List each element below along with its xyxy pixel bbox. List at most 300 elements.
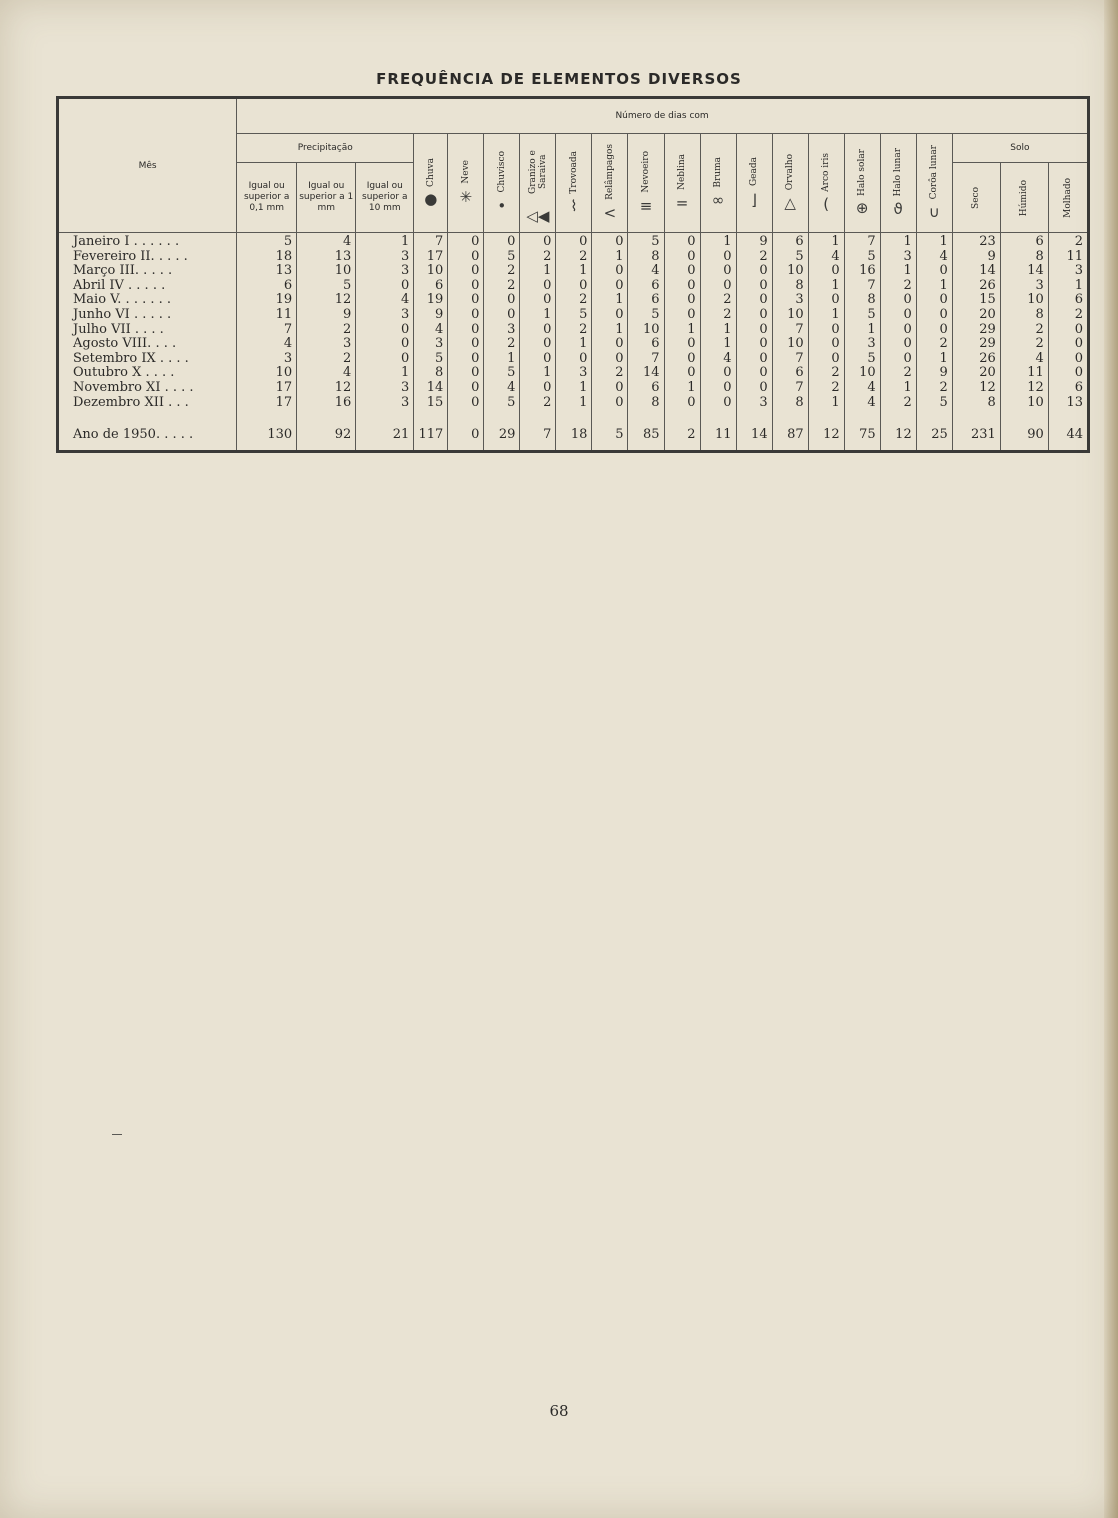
value-cell: 8	[844, 293, 880, 308]
value-cell: 0	[592, 264, 628, 279]
value-cell: 0	[356, 337, 414, 352]
value-cell: 14	[628, 366, 664, 381]
value-cell: 0	[664, 352, 700, 367]
value-cell: 4	[808, 250, 844, 265]
value-cell: 13	[237, 264, 297, 279]
value-cell: 3	[237, 352, 297, 367]
value-cell: 0	[736, 323, 772, 338]
value-cell: 1	[844, 323, 880, 338]
value-cell: 2	[556, 323, 592, 338]
value-cell: 3	[356, 381, 414, 396]
value-cell: 1	[520, 264, 556, 279]
value-cell: 3	[414, 337, 448, 352]
hail-icon: ◁◀	[526, 207, 550, 225]
precip-col-header: Igual ou superior a 0,1 mm	[237, 163, 297, 233]
value-cell: 10	[844, 366, 880, 381]
value-cell: 2	[700, 293, 736, 308]
value-cell: 7	[237, 323, 297, 338]
value-cell: 4	[414, 323, 448, 338]
phenomenon-header: Granizo e Saraiva ◁◀	[520, 134, 556, 233]
value-cell: 0	[448, 233, 484, 250]
value-cell: 12	[808, 420, 844, 452]
value-cell: 0	[808, 293, 844, 308]
value-cell: 2	[880, 279, 916, 294]
value-cell: 2	[1048, 308, 1088, 323]
value-cell: 10	[297, 264, 356, 279]
value-cell: 0	[664, 366, 700, 381]
value-cell: 2	[556, 250, 592, 265]
value-cell: 0	[736, 264, 772, 279]
value-cell: 0	[916, 323, 952, 338]
value-cell: 10	[1000, 396, 1048, 411]
month-cell: Janeiro I . . . . . .	[58, 233, 237, 250]
table-row	[58, 381, 1089, 396]
value-cell: 26	[952, 352, 1000, 367]
value-cell: 0	[700, 279, 736, 294]
value-cell: 26	[952, 279, 1000, 294]
value-cell: 1	[808, 396, 844, 411]
table-row	[58, 293, 1089, 308]
mist-icon: =	[675, 193, 689, 212]
table-row	[58, 250, 1089, 265]
value-cell: 0	[448, 366, 484, 381]
phenomenon-header: Neblina =	[664, 134, 700, 233]
value-cell: 2	[297, 352, 356, 367]
value-cell: 0	[664, 337, 700, 352]
value-cell: 8	[772, 396, 808, 411]
value-cell: 0	[736, 308, 772, 323]
month-cell: Março III. . . . .	[58, 264, 237, 279]
value-cell: 4	[297, 366, 356, 381]
value-cell: 5	[484, 250, 520, 265]
precipitation-header: Precipitação	[237, 134, 414, 163]
month-cell: Julho VII . . . .	[58, 323, 237, 338]
value-cell: 0	[700, 366, 736, 381]
value-cell: 0	[664, 293, 700, 308]
value-cell: 0	[592, 396, 628, 411]
value-cell: 16	[297, 396, 356, 411]
value-cell: 1	[520, 308, 556, 323]
value-cell: 0	[520, 337, 556, 352]
value-cell: 0	[520, 233, 556, 250]
table-row	[58, 337, 1089, 352]
value-cell: 0	[736, 279, 772, 294]
value-cell: 3	[356, 308, 414, 323]
margin-mark	[112, 1134, 122, 1135]
table-row	[58, 308, 1089, 323]
value-cell: 1	[556, 264, 592, 279]
value-cell: 17	[414, 250, 448, 265]
value-cell: 10	[772, 264, 808, 279]
value-cell: 18	[556, 420, 592, 452]
value-cell: 19	[414, 293, 448, 308]
table-row	[58, 352, 1089, 367]
value-cell: 0	[664, 250, 700, 265]
value-cell: 12	[880, 420, 916, 452]
value-cell: 10	[414, 264, 448, 279]
value-cell: 12	[952, 381, 1000, 396]
value-cell: 2	[1000, 337, 1048, 352]
value-cell: 0	[592, 308, 628, 323]
value-cell: 6	[1000, 233, 1048, 250]
value-cell: 4	[297, 233, 356, 250]
value-cell: 0	[592, 381, 628, 396]
phenomenon-header: Neve ✳	[448, 134, 484, 233]
value-cell: 3	[297, 337, 356, 352]
value-cell: 9	[736, 233, 772, 250]
month-cell: Agosto VIII. . . .	[58, 337, 237, 352]
value-cell: 17	[237, 381, 297, 396]
value-cell: 0	[700, 381, 736, 396]
value-cell: 0	[916, 293, 952, 308]
value-cell: 2	[880, 396, 916, 411]
value-cell: 2	[556, 293, 592, 308]
value-cell: 6	[628, 279, 664, 294]
value-cell: 0	[520, 293, 556, 308]
value-cell: 0	[664, 279, 700, 294]
month-cell: Fevereiro II. . . . .	[58, 250, 237, 265]
value-cell: 2	[520, 250, 556, 265]
value-cell: 12	[297, 381, 356, 396]
value-cell: 0	[808, 352, 844, 367]
value-cell: 1	[700, 337, 736, 352]
value-cell: 0	[556, 233, 592, 250]
value-cell: 0	[484, 233, 520, 250]
page-title: FREQUÊNCIA DE ELEMENTOS DIVERSOS	[376, 70, 742, 88]
value-cell: 11	[700, 420, 736, 452]
value-cell: 0	[520, 323, 556, 338]
month-cell: Abril IV . . . . .	[58, 279, 237, 294]
phenomenon-header: Halo lunar ϑ	[880, 134, 916, 233]
value-cell: 11	[237, 308, 297, 323]
value-cell: 11	[1048, 250, 1088, 265]
value-cell: 2	[592, 366, 628, 381]
month-cell: Setembro IX . . . .	[58, 352, 237, 367]
value-cell: 29	[952, 337, 1000, 352]
drizzle-icon: •	[497, 196, 507, 215]
value-cell: 0	[520, 352, 556, 367]
value-cell: 2	[484, 264, 520, 279]
value-cell: 5	[628, 308, 664, 323]
value-cell: 0	[592, 352, 628, 367]
value-cell: 18	[237, 250, 297, 265]
value-cell: 2	[520, 396, 556, 411]
value-cell: 15	[414, 396, 448, 411]
value-cell: 0	[448, 396, 484, 411]
value-cell: 1	[916, 233, 952, 250]
value-cell: 3	[844, 337, 880, 352]
value-cell: 0	[448, 293, 484, 308]
table-row	[58, 233, 1089, 250]
phenomenon-header: Geada ⌋	[736, 134, 772, 233]
value-cell: 2	[484, 337, 520, 352]
value-cell: 0	[736, 366, 772, 381]
snow-icon: ✳	[459, 187, 473, 206]
value-cell: 3	[356, 250, 414, 265]
month-cell: Junho VI . . . . .	[58, 308, 237, 323]
soil-col-header: Molhado	[1048, 163, 1088, 233]
value-cell: 0	[808, 337, 844, 352]
value-cell: 0	[700, 250, 736, 265]
value-cell: 8	[772, 279, 808, 294]
value-cell: 1	[556, 396, 592, 411]
value-cell: 1	[1048, 279, 1088, 294]
value-cell: 0	[664, 233, 700, 250]
value-cell: 1	[356, 233, 414, 250]
value-cell: 25	[916, 420, 952, 452]
phenomenon-header: Trovoada ⌇	[556, 134, 592, 233]
value-cell: 0	[592, 279, 628, 294]
value-cell: 0	[1048, 352, 1088, 367]
table-row	[58, 396, 1089, 411]
value-cell: 19	[237, 293, 297, 308]
value-cell: 117	[414, 420, 448, 452]
value-cell: 11	[1000, 366, 1048, 381]
value-cell: 87	[772, 420, 808, 452]
value-cell: 6	[1048, 293, 1088, 308]
value-cell: 8	[628, 250, 664, 265]
value-cell: 0	[356, 323, 414, 338]
value-cell: 3	[356, 264, 414, 279]
value-cell: 6	[628, 381, 664, 396]
value-cell: 0	[520, 279, 556, 294]
value-cell: 0	[448, 381, 484, 396]
value-cell: 1	[916, 279, 952, 294]
value-cell: 7	[628, 352, 664, 367]
value-cell: 8	[1000, 308, 1048, 323]
value-cell: 23	[952, 233, 1000, 250]
value-cell: 3	[556, 366, 592, 381]
value-cell: 0	[808, 264, 844, 279]
value-cell: 2	[880, 366, 916, 381]
soil-header: Solo	[952, 134, 1088, 163]
value-cell: 0	[700, 396, 736, 411]
value-cell: 6	[628, 293, 664, 308]
value-cell: 5	[237, 233, 297, 250]
table-row	[58, 279, 1089, 294]
value-cell: 5	[844, 352, 880, 367]
value-cell: 7	[772, 381, 808, 396]
value-cell: 1	[556, 381, 592, 396]
value-cell: 2	[808, 366, 844, 381]
value-cell: 4	[916, 250, 952, 265]
value-cell: 4	[237, 337, 297, 352]
value-cell: 0	[356, 352, 414, 367]
table-row	[58, 366, 1089, 381]
solar-halo-icon: ⊕	[855, 199, 869, 218]
value-cell: 0	[808, 323, 844, 338]
value-cell: 0	[448, 264, 484, 279]
value-cell: 4	[1000, 352, 1048, 367]
lunar-halo-icon: ϑ	[893, 200, 903, 219]
value-cell: 1	[880, 264, 916, 279]
rainbow-icon: (	[823, 195, 830, 214]
value-cell: 2	[1048, 233, 1088, 250]
value-cell: 6	[414, 279, 448, 294]
value-cell: 0	[1048, 366, 1088, 381]
value-cell: 12	[297, 293, 356, 308]
phenomenon-header: Halo solar ⊕	[844, 134, 880, 233]
value-cell: 10	[1000, 293, 1048, 308]
thunderstorm-icon: ⌇	[570, 197, 578, 216]
value-cell: 0	[664, 308, 700, 323]
value-cell: 1	[880, 381, 916, 396]
value-cell: 8	[414, 366, 448, 381]
haze-icon: ∞	[711, 191, 725, 210]
value-cell: 1	[592, 250, 628, 265]
value-cell: 3	[1048, 264, 1088, 279]
value-cell: 7	[520, 420, 556, 452]
value-cell: 3	[880, 250, 916, 265]
phenomenon-header: Chuvisco •	[484, 134, 520, 233]
value-cell: 0	[556, 279, 592, 294]
value-cell: 9	[414, 308, 448, 323]
value-cell: 4	[700, 352, 736, 367]
value-cell: 0	[592, 233, 628, 250]
value-cell: 3	[356, 396, 414, 411]
value-cell: 3	[484, 323, 520, 338]
value-cell: 2	[808, 381, 844, 396]
value-cell: 1	[664, 381, 700, 396]
value-cell: 2	[664, 420, 700, 452]
value-cell: 4	[628, 264, 664, 279]
value-cell: 0	[916, 264, 952, 279]
value-cell: 5	[628, 233, 664, 250]
value-cell: 0	[700, 264, 736, 279]
value-cell: 2	[1000, 323, 1048, 338]
value-cell: 5	[844, 250, 880, 265]
value-cell: 0	[736, 381, 772, 396]
value-cell: 9	[297, 308, 356, 323]
value-cell: 0	[736, 293, 772, 308]
value-cell: 75	[844, 420, 880, 452]
value-cell: 4	[356, 293, 414, 308]
value-cell: 1	[592, 293, 628, 308]
value-cell: 10	[772, 337, 808, 352]
month-cell: Ano de 1950. . . . .	[58, 420, 237, 452]
dew-icon: △	[784, 194, 796, 213]
value-cell: 1	[808, 308, 844, 323]
value-cell: 13	[297, 250, 356, 265]
value-cell: 0	[880, 337, 916, 352]
table-row	[58, 264, 1089, 279]
lunar-corona-icon: ∪	[928, 203, 940, 222]
value-cell: 14	[952, 264, 1000, 279]
value-cell: 10	[237, 366, 297, 381]
phenomenon-header: Corôa lunar ∪	[916, 134, 952, 233]
value-cell: 5	[592, 420, 628, 452]
value-cell: 1	[592, 323, 628, 338]
value-cell: 0	[556, 352, 592, 367]
month-cell: Maio V. . . . . . .	[58, 293, 237, 308]
value-cell: 29	[952, 323, 1000, 338]
value-cell: 20	[952, 308, 1000, 323]
days-with-header: Número de dias com	[237, 98, 1089, 134]
value-cell: 6	[772, 366, 808, 381]
value-cell: 0	[880, 293, 916, 308]
value-cell: 9	[916, 366, 952, 381]
value-cell: 0	[1048, 337, 1088, 352]
value-cell: 0	[356, 279, 414, 294]
value-cell: 16	[844, 264, 880, 279]
value-cell: 6	[237, 279, 297, 294]
value-cell: 0	[448, 250, 484, 265]
value-cell: 0	[448, 308, 484, 323]
rain-icon: ●	[424, 190, 438, 209]
value-cell: 7	[844, 279, 880, 294]
value-cell: 0	[736, 352, 772, 367]
value-cell: 21	[356, 420, 414, 452]
value-cell: 2	[484, 279, 520, 294]
value-cell: 6	[1048, 381, 1088, 396]
value-cell: 12	[1000, 381, 1048, 396]
value-cell: 5	[844, 308, 880, 323]
value-cell: 85	[628, 420, 664, 452]
value-cell: 2	[916, 337, 952, 352]
page-number: 68	[549, 1402, 569, 1420]
value-cell: 0	[1048, 323, 1088, 338]
value-cell: 1	[556, 337, 592, 352]
value-cell: 1	[808, 233, 844, 250]
frost-icon: ⌋	[751, 190, 757, 209]
value-cell: 0	[664, 396, 700, 411]
soil-col-header: Húmido	[1000, 163, 1048, 233]
phenomenon-header: Bruma ∞	[700, 134, 736, 233]
value-cell: 5	[484, 366, 520, 381]
value-cell: 0	[448, 279, 484, 294]
value-cell: 8	[628, 396, 664, 411]
value-cell: 7	[414, 233, 448, 250]
value-cell: 14	[736, 420, 772, 452]
table-row	[58, 420, 1089, 452]
table-row	[58, 323, 1089, 338]
phenomenon-header: Arco iris (	[808, 134, 844, 233]
value-cell: 20	[952, 366, 1000, 381]
value-cell: 0	[880, 323, 916, 338]
value-cell: 29	[484, 420, 520, 452]
value-cell: 0	[448, 352, 484, 367]
value-cell: 0	[448, 337, 484, 352]
month-cell: Novembro XI . . . .	[58, 381, 237, 396]
value-cell: 2	[736, 250, 772, 265]
value-cell: 10	[772, 308, 808, 323]
page-edge	[1104, 0, 1118, 1518]
value-cell: 1	[700, 323, 736, 338]
phenomenon-header: Chuva ●	[414, 134, 448, 233]
value-cell: 0	[880, 308, 916, 323]
value-cell: 1	[520, 366, 556, 381]
value-cell: 5	[556, 308, 592, 323]
value-cell: 130	[237, 420, 297, 452]
value-cell: 3	[1000, 279, 1048, 294]
value-cell: 13	[1048, 396, 1088, 411]
value-cell: 1	[880, 233, 916, 250]
value-cell: 0	[916, 308, 952, 323]
phenomenon-header: Orvalho △	[772, 134, 808, 233]
value-cell: 6	[772, 233, 808, 250]
frequency-table	[56, 96, 1090, 453]
value-cell: 5	[916, 396, 952, 411]
value-cell: 7	[844, 233, 880, 250]
value-cell: 7	[772, 352, 808, 367]
value-cell: 1	[916, 352, 952, 367]
value-cell: 7	[772, 323, 808, 338]
value-cell: 14	[414, 381, 448, 396]
value-cell: 0	[448, 323, 484, 338]
fog-icon: ≡	[639, 196, 653, 215]
value-cell: 4	[844, 381, 880, 396]
value-cell: 0	[520, 381, 556, 396]
